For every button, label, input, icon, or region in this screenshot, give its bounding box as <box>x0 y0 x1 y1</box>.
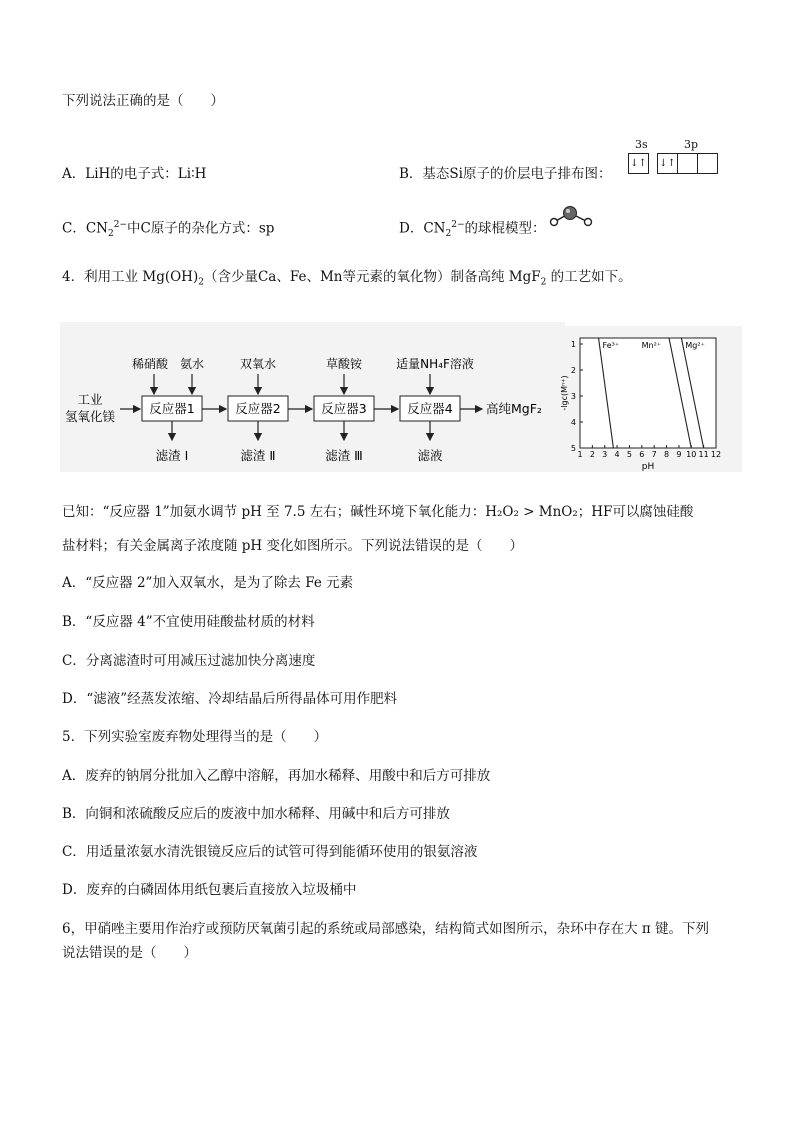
orbital-cell: ↓↑ <box>658 154 678 174</box>
stem-text: 4．利用工业 Mg(OH) <box>62 269 199 285</box>
residue-label: 滤渣 Ⅱ <box>240 448 276 463</box>
orbital-cell: ↓↑ <box>629 154 649 174</box>
ph-concentration-chart <box>562 326 742 472</box>
reactor-3-label: 反应器3 <box>321 401 367 416</box>
option-label: A． <box>62 166 86 182</box>
residue-label: 滤液 <box>417 448 443 463</box>
option-text: LiH的电子式：Li∶H <box>85 166 207 182</box>
subscript: 2 <box>445 229 452 240</box>
x-tick-label: 5 <box>626 450 633 459</box>
ball-stick-model-icon <box>546 204 596 230</box>
subscript: 2 <box>108 229 114 240</box>
x-tick-label: 6 <box>639 450 645 459</box>
q4-option-c: C．分离滤渣时可用减压过滤加快分离速度 <box>62 653 316 669</box>
option-text: 基态Si原子的价层电子排布图： <box>422 166 612 182</box>
x-tick-label: 11 <box>698 450 709 459</box>
y-tick-label: 5 <box>570 444 576 453</box>
subscript: 2 <box>540 277 547 288</box>
x-tick-label: 7 <box>651 450 657 459</box>
residue-label: 滤渣 Ⅲ <box>325 448 363 463</box>
orbital-cell-empty <box>698 154 718 174</box>
formula: CN <box>423 220 446 237</box>
q3-option-d <box>399 216 546 243</box>
subscript: 2 <box>198 277 204 288</box>
reagent-label: 适量NH₄F溶液 <box>396 357 474 371</box>
q4-stem <box>62 268 632 292</box>
product-label: 高纯MgF₂ <box>486 401 542 416</box>
process-flowchart <box>60 322 565 472</box>
orbital-3s-label: 3s <box>635 138 648 151</box>
q3-stem: 下列说法正确的是（ ） <box>62 93 224 109</box>
residue-label: 滤渣 Ⅰ <box>155 448 189 463</box>
q4-option-a: A．“反应器 2”加入双氧水，是为了除去 Fe 元素 <box>62 575 354 591</box>
reagent-label: 草酸铵 <box>325 357 363 371</box>
q5-stem: 5．下列实验室废弃物处理得当的是（ ） <box>62 729 328 745</box>
x-axis-label: pH <box>641 462 655 472</box>
orbital-3p-box <box>657 153 718 174</box>
option-label: B． <box>399 166 423 182</box>
q6-line-1: 6，甲硝唑主要用作治疗或预防厌氧菌引起的系统或局部感染，结构简式如图所示，杂环中存在大 π 键。下列 <box>62 921 710 937</box>
superscript: 2− <box>451 220 465 230</box>
q5-option-a: A．废弃的钠屑分批加入乙醇中溶解，再加水稀释、用酸中和后方可排放 <box>62 768 491 784</box>
option-text: 中C原子的杂化方式：sp <box>127 220 275 237</box>
option-label: D． <box>399 220 424 237</box>
q6-line-2: 说法错误的是（ ） <box>62 945 197 961</box>
reactor-2-label: 反应器2 <box>235 401 281 416</box>
x-tick-label: 4 <box>614 450 620 459</box>
x-tick-label: 3 <box>602 450 608 459</box>
orbital-3s-box <box>628 153 649 174</box>
option-text: 的球棍模型： <box>464 220 546 237</box>
q5-option-d: D．废弃的白磷固体用纸包裹后直接放入垃圾桶中 <box>62 882 357 898</box>
input-label: 氢氧化镁 <box>64 409 116 424</box>
x-tick-label: 8 <box>663 450 670 459</box>
reagent-label: 双氧水 <box>239 357 277 371</box>
x-tick-label: 9 <box>676 450 682 459</box>
reactor-4-label: 反应器4 <box>407 401 453 416</box>
formula: CN <box>85 220 108 237</box>
q4-known-line-2: 盐材料；有关金属离子浓度随 pH 变化如图所示。下列说法错误的是（ ） <box>62 538 523 554</box>
y-tick-label: 2 <box>570 366 576 375</box>
x-tick-label: 10 <box>686 450 697 459</box>
reagent-label: 氨水 <box>179 357 205 371</box>
y-tick-label: 3 <box>570 392 576 401</box>
superscript: 2− <box>113 220 128 230</box>
y-tick-label: 1 <box>570 340 576 349</box>
flowchart-background <box>60 322 565 472</box>
q5-option-c: C．用适量浓氨水清洗银镜反应后的试管可得到能循环使用的银氨溶液 <box>62 844 478 860</box>
option-label: C． <box>62 220 86 237</box>
x-tick-label: 12 <box>710 450 722 459</box>
q3-option-b <box>399 165 612 183</box>
x-tick-label: 1 <box>577 450 583 459</box>
series-label: Mg²⁺ <box>685 341 705 350</box>
input-label: 工业 <box>77 392 103 407</box>
series-label: Fe³⁺ <box>602 341 620 350</box>
orbital-3p-label: 3p <box>684 138 699 151</box>
y-tick-label: 4 <box>570 418 576 427</box>
stem-text: （含少量Ca、Fe、Mn等元素的氧化物）制备高纯 MgF <box>203 269 541 285</box>
q4-known-line-1: 已知：“反应器 1”加氨水调节 pH 至 7.5 左右；碱性环境下氧化能力：H₂O₂ > MnO₂；HF可以腐蚀硅酸 <box>62 504 694 520</box>
stem-text: 的工艺如下。 <box>546 269 632 285</box>
q4-option-b: B．“反应器 4”不宜使用硅酸盐材质的材料 <box>62 614 315 630</box>
q4-option-d: D．“滤液”经蒸发浓缩、冷却结晶后所得晶体可用作肥料 <box>62 691 398 707</box>
y-axis-label: -lgc(Mⁿ⁺) <box>560 375 569 411</box>
series-label: Mn²⁺ <box>641 341 662 350</box>
reactor-1-label: 反应器1 <box>149 401 195 416</box>
reagent-label: 稀硝酸 <box>131 357 169 371</box>
q3-option-c <box>62 216 274 243</box>
x-tick-label: 2 <box>589 450 595 459</box>
orbital-cell-empty <box>678 154 698 174</box>
q5-option-b: B．向铜和浓硫酸反应后的废液中加水稀释、用碱中和后方可排放 <box>62 806 450 822</box>
q3-option-a <box>62 165 206 183</box>
